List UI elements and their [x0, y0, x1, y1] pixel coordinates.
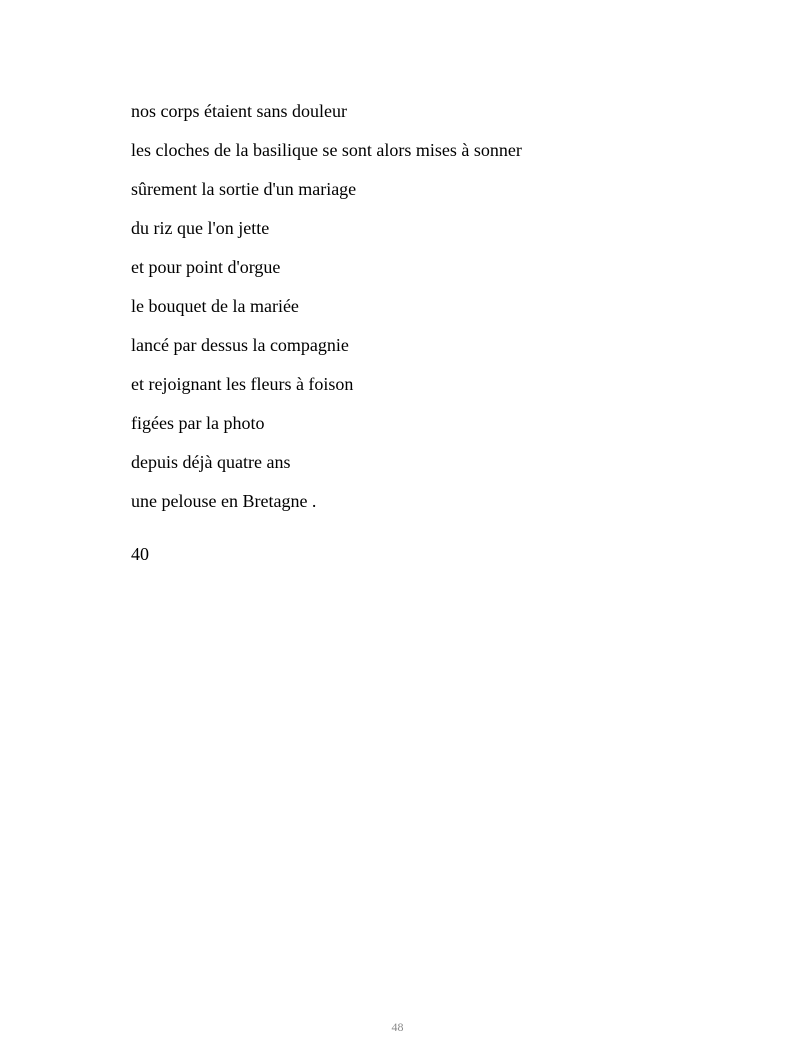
poem-line: une pelouse en Bretagne .: [131, 491, 317, 511]
poem-number: 40: [131, 544, 149, 564]
poem-line: du riz que l'on jette: [131, 218, 270, 238]
poem-text: [131, 100, 522, 529]
poem-line: depuis déjà quatre ans: [131, 452, 291, 472]
poem-line: lancé par dessus la compagnie: [131, 335, 349, 355]
poem-line: les cloches de la basilique se sont alors mises à sonner: [131, 140, 522, 160]
poem-line: sûrement la sortie d'un mariage: [131, 179, 357, 199]
page-number: 48: [391, 1020, 404, 1034]
poem-line: figées par la photo: [131, 413, 265, 433]
poem-line: le bouquet de la mariée: [131, 296, 299, 316]
poem-line: nos corps étaient sans douleur: [131, 101, 347, 121]
poem-line: et rejoignant les fleurs à foison: [131, 374, 354, 394]
poem-line: et pour point d'orgue: [131, 257, 281, 277]
